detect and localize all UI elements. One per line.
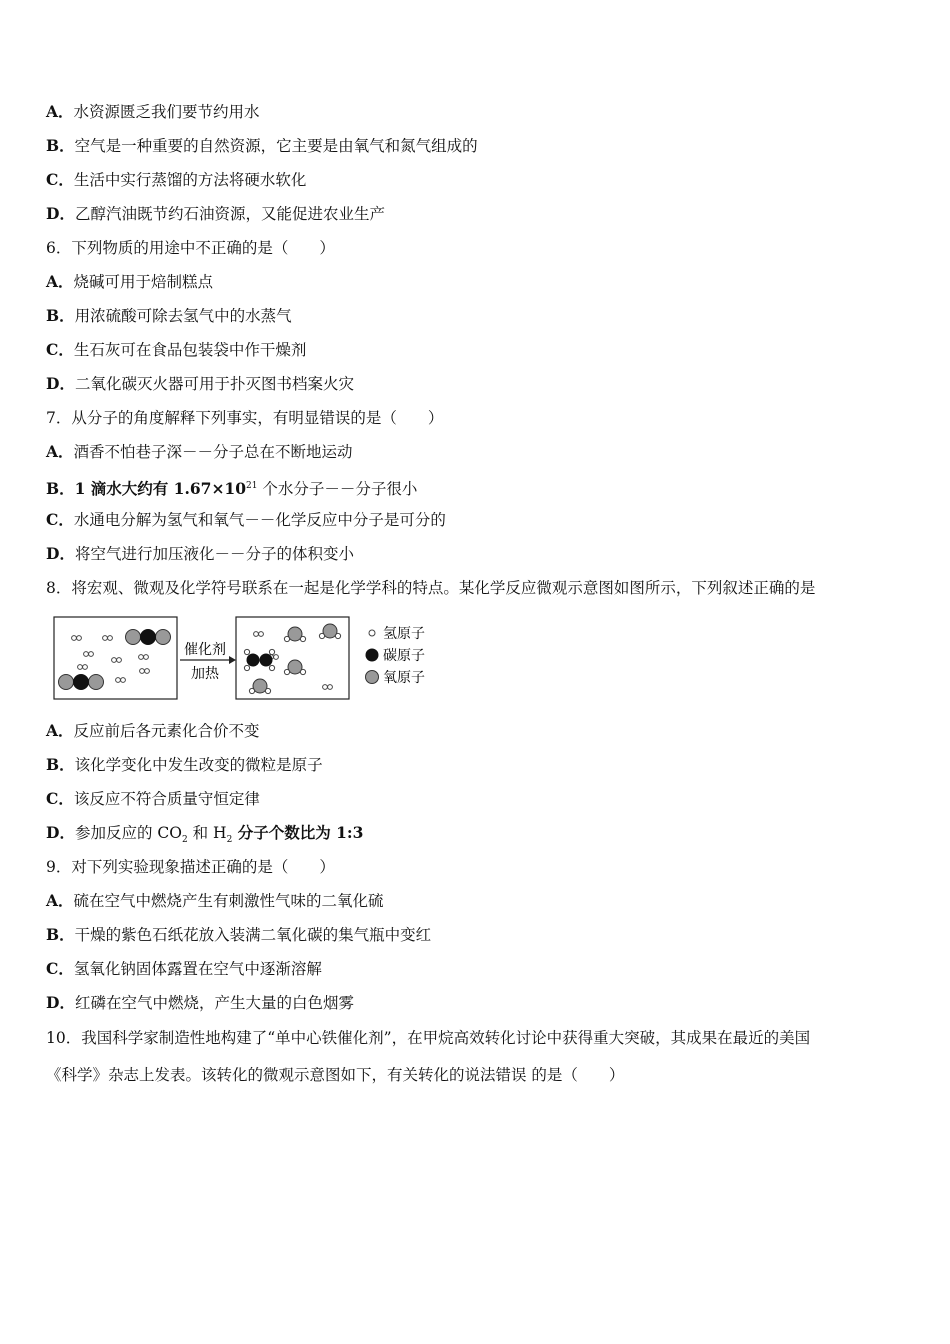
legend-oxygen-label: 氧原子 — [383, 670, 425, 686]
option-7c: C．水通电分解为氢气和氧气－－化学反应中分子是可分的 — [46, 510, 446, 529]
legend-hydrogen-label: 氢原子 — [383, 626, 425, 642]
option-8a: A．反应前后各元素化合价不变 — [46, 721, 260, 740]
water-molecule-4 — [249, 679, 270, 694]
legend-oxygen-icon — [366, 671, 379, 684]
legend-carbon-icon — [366, 649, 379, 662]
option-5d: D．乙醇汽油既节约石油资源，又能促进农业生产 — [46, 204, 385, 223]
option-6b: B．用浓硫酸可除去氢气中的水蒸气 — [46, 306, 292, 325]
option-9b: B．干燥的紫色石纸花放入装满二氧化碳的集气瓶中变红 — [46, 925, 432, 944]
option-8c: C．该反应不符合质量守恒定律 — [46, 789, 260, 808]
option-5c: C．生活中实行蒸馏的方法将硬水软化 — [46, 170, 307, 189]
water-molecule-3 — [284, 660, 305, 675]
option-6a: A．烧碱可用于焙制糕点 — [46, 272, 214, 291]
option-8b: B．该化学变化中发生改变的微粒是原子 — [46, 755, 323, 774]
option-7d: D．将空气进行加压液化－－分子的体积变小 — [46, 544, 354, 563]
reaction-diagram — [52, 614, 437, 702]
option-9a: A．硫在空气中燃烧产生有刺激性气味的二氧化硫 — [46, 891, 384, 910]
question-8: 8．将宏观、微观及化学符号联系在一起是化学学科的特点。某化学反应微观示意图如图所示，下列叙述正确的是 — [46, 579, 816, 597]
option-5a: A．水资源匮乏我们要节约用水 — [46, 102, 260, 121]
question-10: 10．我国科学家制造性地构建了“单中心铁催化剂”，在甲烷高效转化讨论中获得重大突破，其成果在最近的美国 — [46, 1029, 811, 1047]
question-6: 6．下列物质的用途中不正确的是（ ） — [46, 239, 335, 257]
option-5b: B．空气是一种重要的自然资源，它主要是由氧气和氮气组成的 — [46, 136, 478, 155]
question-9: 9．对下列实验现象描述正确的是（ ） — [46, 858, 335, 876]
arrow-top-label: 催化剂 — [184, 642, 226, 658]
ethylene-molecule — [244, 649, 274, 670]
option-7a: A．酒香不怕巷子深－－分子总在不断地运动 — [46, 442, 353, 461]
arrow-bottom-label: 加热 — [191, 666, 219, 682]
water-molecule-2 — [319, 624, 340, 639]
option-9d: D．红磷在空气中燃烧，产生大量的白色烟雾 — [46, 993, 354, 1012]
legend-hydrogen-icon — [369, 630, 375, 636]
option-9c: C．氢氧化钠固体露置在空气中逐渐溶解 — [46, 959, 322, 978]
legend-carbon-label: 碳原子 — [383, 648, 425, 664]
question-10-continued: 《科学》杂志上发表。该转化的微观示意图如下，有关转化的说法错误 的是（ ） — [46, 1066, 625, 1084]
option-6c: C．生石灰可在食品包装袋中作干燥剂 — [46, 340, 307, 359]
water-molecule-1 — [284, 627, 305, 642]
option-7b: B．1 滴水大约有 $1.67\times 10^{21}$ 个水分子－－分子很小 — [46, 479, 418, 499]
option-8d: D．参加反应的 $CO_2$ 和 $H_2$ 分子个数比为 1:3 — [46, 823, 364, 846]
co2-molecule-bottom — [59, 674, 104, 690]
legend — [366, 626, 426, 686]
question-7: 7．从分子的角度解释下列事实，有明显错误的是（ ） — [46, 409, 444, 427]
option-6d: D．二氧化碳灭火器可用于扑灭图书档案火灾 — [46, 374, 354, 393]
co2-molecule-top — [126, 629, 171, 645]
